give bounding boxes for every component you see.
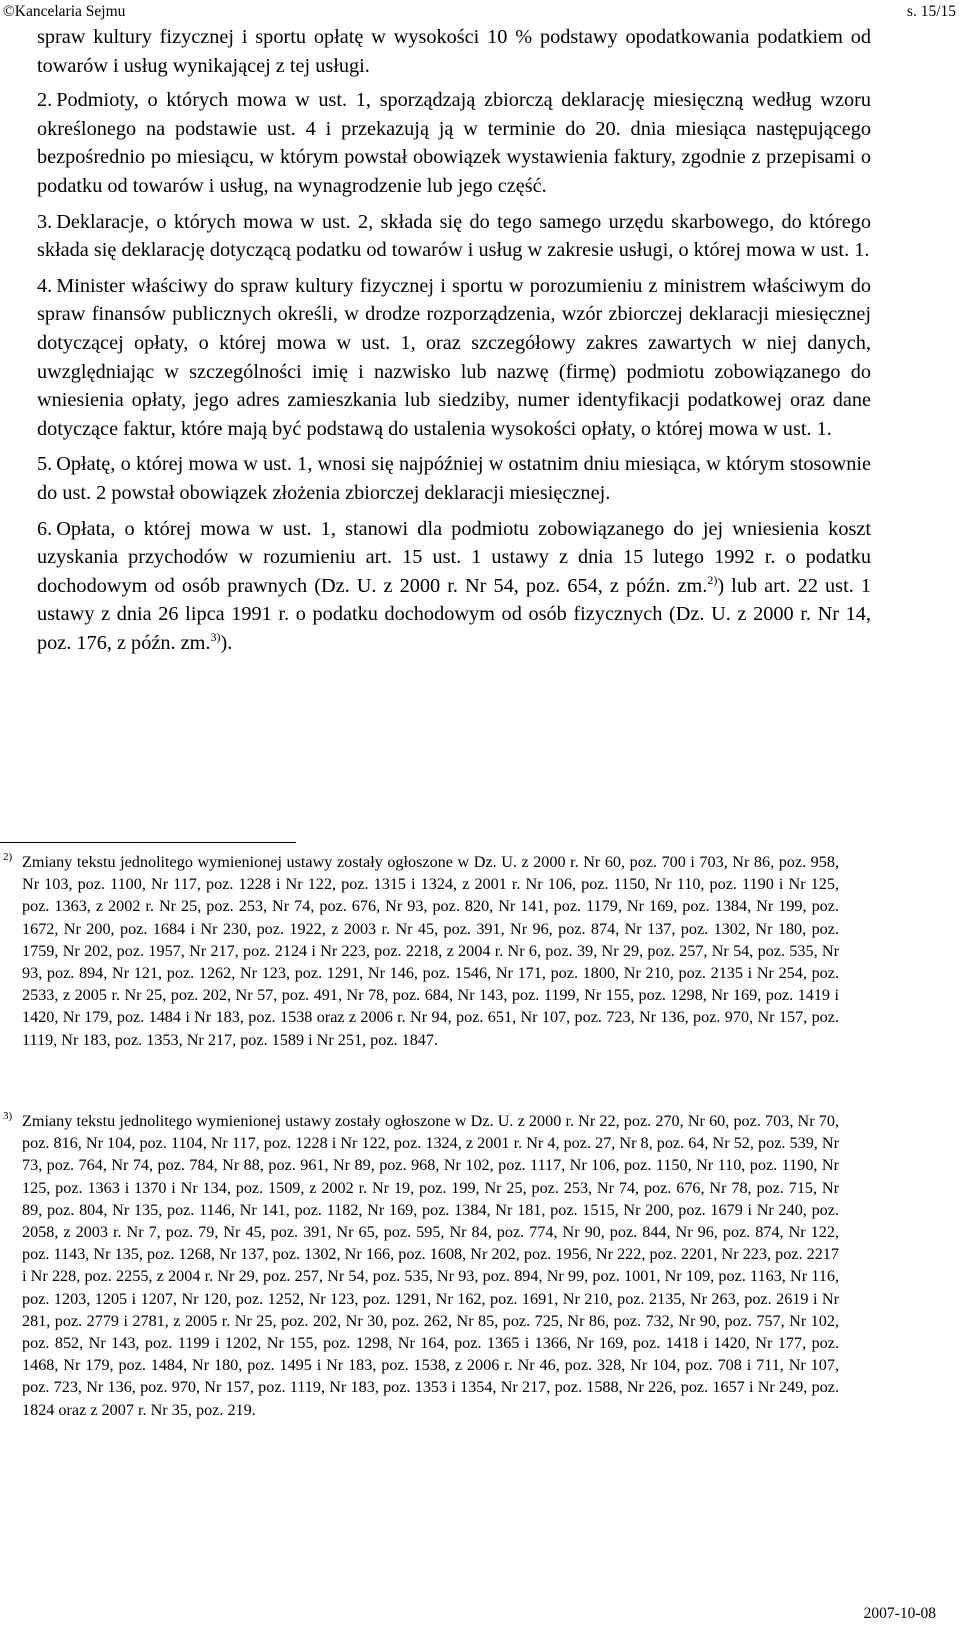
paragraph-text-a: Opłata, o której mowa w ust. 1, stanowi dla podmiotu zobowiązanego do jej wniesienia koszt uzyskania przychodów w rozumieniu art. 15 ust. 1 ustawy z dnia 15 lutego 1992 r. o podatku dochodowym od osób prawnych (Dz. U. z 2000 r. Nr 54, poz. 654, z późn. zm. [37, 517, 871, 597]
footnote-separator [0, 842, 296, 843]
header-publisher: ©Kancelaria Sejmu [3, 3, 126, 20]
footnote-text: Zmiany tekstu jednolitego wymienionej ustawy zostały ogłoszone w Dz. U. z 2000 r. Nr 22, poz. 270, Nr 60, poz. 703, Nr 70, poz. 816, Nr 104, poz. 1104, Nr 117, poz. 1228 i Nr 122, poz. 1324, z 2001 r. Nr 4, poz. 27, Nr 8, poz. 64, Nr 52, poz. 539, Nr 73, poz. 764, Nr 74, poz. 784, Nr 88, poz. 961, Nr 89, poz. 968, Nr 102, poz. 1117, Nr 106, poz. 1150, Nr 110, poz. 1190, Nr 125, poz. 1363 i 1370 i Nr 134, poz. 1509, z 2002 r. Nr 19, poz. 199, Nr 25, poz. 253, Nr 74, poz. 676, Nr 78, poz. 715, Nr 89, poz. 804, Nr 135, poz. 1146, Nr 141, poz. 1182, Nr 169, poz. 1384, Nr 181, poz. 1515, Nr 200, poz. 1679 i Nr 240, poz. 2058, z 2003 r. Nr 7, poz. 79, Nr 45, poz. 391, Nr 65, poz. 595, Nr 84, poz. 774, Nr 90, poz. 844, Nr 96, poz. 874, Nr 122, poz. 1143, Nr 135, poz. 1268, Nr 137, poz. 1302, Nr 166, poz. 1608, Nr 202, poz. 1956, Nr 222, poz. 2201, Nr 223, poz. 2217 i Nr 228, poz. 2255, z 2004 r. Nr 29, poz. 257, Nr 54, poz. 535, Nr 93, poz. 894, Nr 99, poz. 1001, Nr 109, poz. 1163, Nr 116, poz. 1203, 1205 i 1207, Nr 120, poz. 1252, Nr 123, poz. 1291, Nr 162, poz. 1691, Nr 210, poz. 2135, Nr 263, poz. 2619 i Nr 281, poz. 2779 i 2781, z 2005 r. Nr 25, poz. 202, Nr 30, poz. 262, Nr 85, poz. 725, Nr 86, poz. 732, Nr 90, poz. 757, Nr 102, poz. 852, Nr 143, poz. 1199 i 1202, Nr 155, poz. 1298, Nr 164, poz. 1365 i 1366, Nr 169, poz. 1418 i 1420, Nr 177, poz. 1468, Nr 179, poz. 1484, Nr 180, poz. 1495 i Nr 183, poz. 1538, z 2006 r. Nr 46, poz. 328, Nr 104, poz. 708 i 711, Nr 107, poz. 723, Nr 136, poz. 970, Nr 157, poz. 1119, Nr 183, poz. 1353 i 1354, Nr 217, poz. 1588, Nr 226, poz. 1657 i Nr 249, poz. 1824 oraz z 2007 r. Nr 35, poz. 219. [22, 1112, 839, 1419]
paragraph-3 [37, 208, 871, 265]
header-page-number: s. 15/15 [906, 3, 956, 20]
paragraph-2 [37, 86, 871, 200]
footnote-reference-3[interactable]: 3) [210, 630, 221, 645]
paragraph-number: 5. [37, 453, 53, 476]
paragraph-6 [37, 515, 871, 658]
footer-date: 2007-10-08 [863, 1605, 936, 1622]
paragraph-text-b: ) lub art. 22 ust. 1 ustawy z dnia 26 lipca 1991 r. o podatku dochodowym od osób fizycznych (Dz. U. z 2000 r. Nr 14, poz. 176, z późn. zm. [37, 574, 871, 654]
footnote-mark: 3) [3, 1110, 13, 1122]
paragraph-number: 2. [37, 89, 53, 112]
paragraph-continuation: spraw kultury fizycznej i sportu opłatę w wysokości 10 % podstawy opodatkowania podatkiem od towarów i usług wynikającej z tej usługi. [37, 26, 871, 77]
paragraph-text: Deklaracje, o których mowa w ust. 2, składa się do tego samego urzędu skarbowego, do którego składa się deklarację dotyczącą podatku od towarów i usług w zakresie usługi, o której mowa w ust. 1. [37, 210, 871, 262]
paragraph-text: Minister właściwy do spraw kultury fizycznej i sportu w porozumieniu z ministrem właściwym do spraw finansów publicznych określi, w drodze rozporządzenia, wzór zbiorczej deklaracji miesięcznej dotyczącej opłaty, o której mowa w ust. 1, oraz szczegółowy zakres zawartych w niej danych, uwzględniając w szczególności imię i nazwisko lub nazwę (firmę) podmiotu zobowiązanego do wniesienia opłaty, jego adres zamieszkania lub siedziby, numer identyfikacji podatkowej oraz dane dotyczące faktur, które mają być podstawą do ustalenia wysokości opłaty, o której mowa w ust. 1. [37, 274, 871, 440]
paragraph-4 [37, 272, 871, 444]
paragraph-text: Podmioty, o których mowa w ust. 1, sporządzają zbiorczą deklarację miesięczną według wzoru określonego na podstawie ust. 4 i przekazują ją w terminie do 20. dnia miesiąca następującego bezpośrednio po miesiącu, w którym powstał obowiązek wystawienia faktury, zgodnie z przepisami o podatku od towarów i usług, na wynagrodzenie lub jego część. [37, 89, 871, 197]
footnote-mark: 2) [3, 851, 13, 863]
footnote-text: Zmiany tekstu jednolitego wymienionej ustawy zostały ogłoszone w Dz. U. z 2000 r. Nr 60, poz. 700 i 703, Nr 86, poz. 958, Nr 103, poz. 1100, Nr 117, poz. 1228 i Nr 122, poz. 1315 i 1324, z 2001 r. Nr 106, poz. 1150, Nr 110, poz. 1190 i Nr 125, poz. 1363, z 2002 r. Nr 25, poz. 253, Nr 74, poz. 676, Nr 93, poz. 820, Nr 141, poz. 1179, Nr 169, poz. 1384, Nr 199, poz. 1672, Nr 200, poz. 1684 i Nr 230, poz. 1922, z 2003 r. Nr 45, poz. 391, Nr 96, poz. 874, Nr 137, poz. 1302, Nr 180, poz. 1759, Nr 202, poz. 1957, Nr 217, poz. 2124 i Nr 223, poz. 2218, z 2004 r. Nr 6, poz. 39, Nr 29, poz. 257, Nr 54, poz. 535, Nr 93, poz. 894, Nr 121, poz. 1262, Nr 123, poz. 1291, Nr 146, poz. 1546, Nr 171, poz. 1800, Nr 210, poz. 2135 i Nr 254, poz. 2533, z 2005 r. Nr 25, poz. 202, Nr 57, poz. 491, Nr 78, poz. 684, Nr 143, poz. 1199, Nr 155, poz. 1298, Nr 169, poz. 1419 i 1420, Nr 179, poz. 1484 i Nr 183, poz. 1538 oraz z 2006 r. Nr 94, poz. 651, Nr 107, poz. 723, Nr 136, poz. 970, Nr 157, poz. 1119, Nr 183, poz. 1353, Nr 217, poz. 1589 i Nr 251, poz. 1847. [22, 853, 839, 1049]
paragraph-5 [37, 450, 871, 507]
paragraph-number: 3. [37, 210, 53, 233]
paragraph-text: Opłatę, o której mowa w ust. 1, wnosi się najpóźniej w ostatnim dniu miesiąca, w którym stosownie do ust. 2 powstał obowiązek złożenia zbiorczej deklaracji miesięcznej. [37, 453, 871, 504]
paragraph-text-c: ). [220, 631, 233, 654]
footnote-2 [3, 851, 839, 1051]
footnote-3 [3, 1110, 839, 1421]
paragraph-number: 6. [37, 517, 53, 540]
document-body [37, 23, 871, 664]
footnote-reference-2[interactable]: 2) [707, 572, 718, 587]
paragraph-number: 4. [37, 274, 53, 297]
